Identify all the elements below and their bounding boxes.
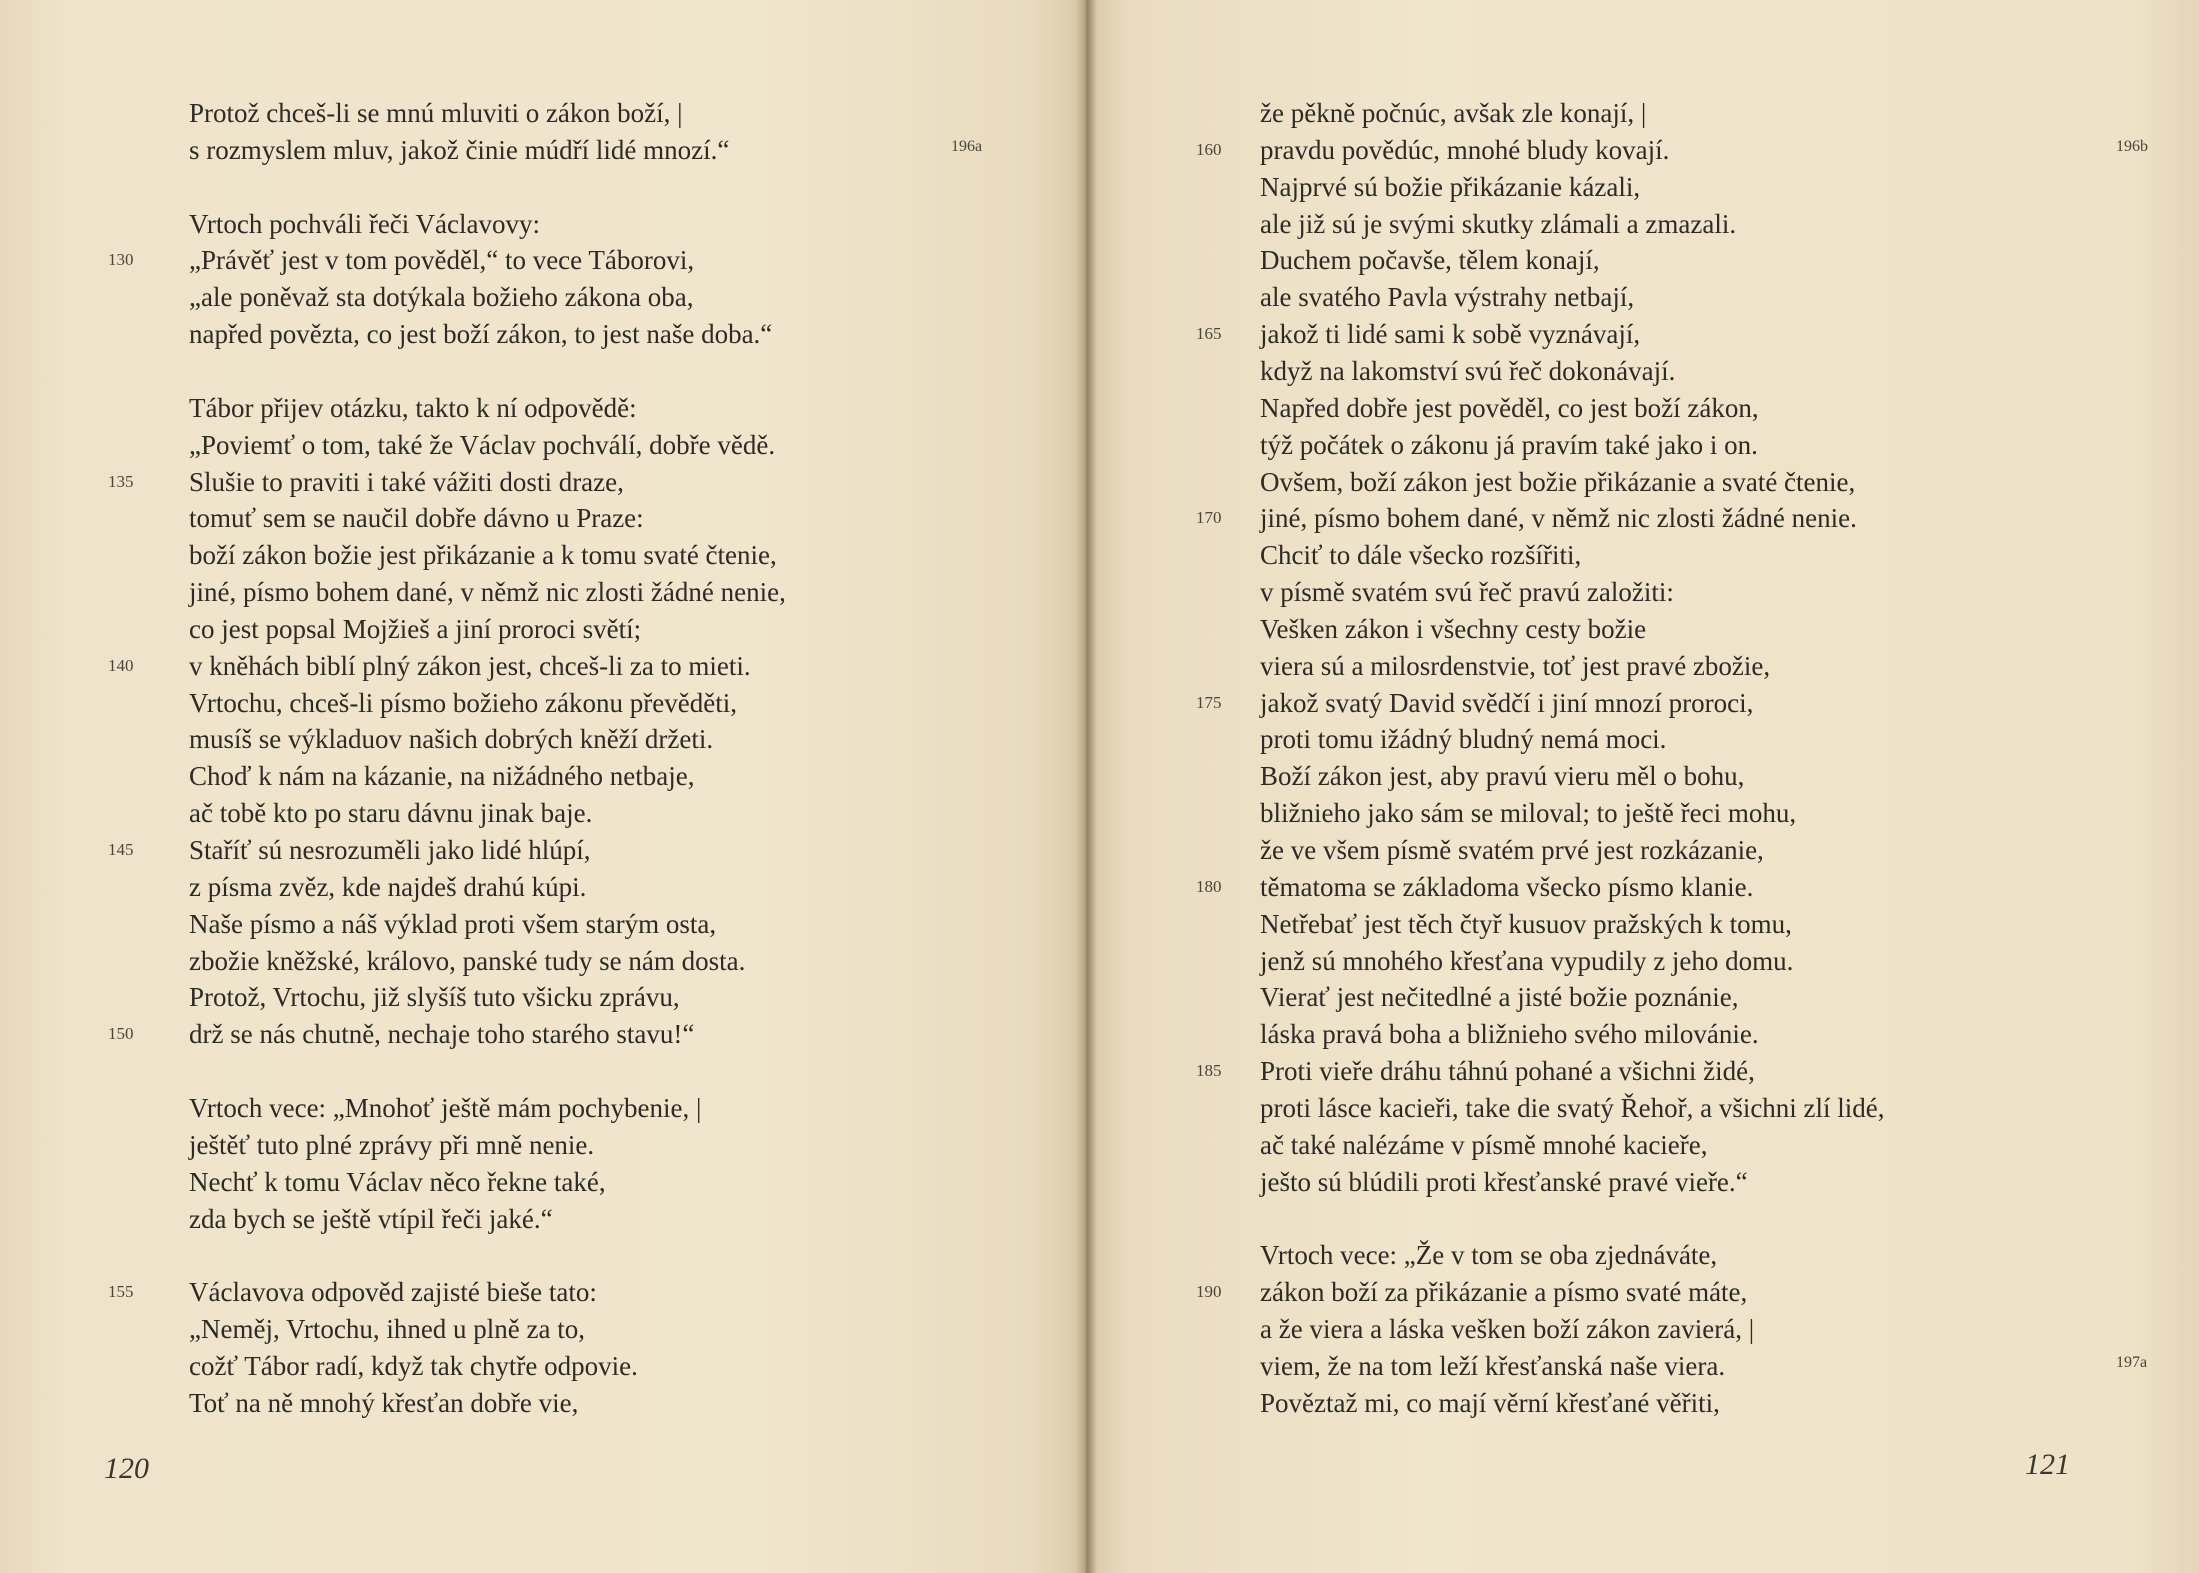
verse-line: jakož ti lidé sami k sobě vyznávají, [1260, 319, 1641, 349]
verse-line: s rozmyslem mluv, jakož činie múdří lidé mnozí.“ [189, 135, 730, 165]
verse-line: boží zákon božie jest přikázanie a k tomu svaté čtenie, [189, 540, 777, 570]
verse-line: zda bych se ještě vtípil řeči jaké.“ [189, 1204, 553, 1234]
line-number: 130 [108, 250, 134, 269]
verse-line: Ovšem, boží zákon jest božie přikázanie a svaté čtenie, [1260, 467, 1856, 497]
left-page [0, 0, 1085, 1573]
verse-line: Netřebať jest těch čtyř kusuov pražských k tomu, [1260, 909, 1792, 939]
verse-line: že pěkně počnúc, avšak zle konají, | [1260, 98, 1647, 128]
verse-line: Naše písmo a náš výklad proti všem starým osta, [189, 909, 717, 939]
folio-marker: 196b [2116, 138, 2148, 155]
verse-line: Protož, Vrtochu, již slyšíš tuto všicku zprávu, [189, 982, 680, 1012]
verse-line: Duchem počavše, tělem konají, [1260, 245, 1600, 275]
verse-line: týž počátek o zákonu já pravím také jako i on. [1260, 430, 1758, 460]
left-page-number: 120 [104, 1452, 149, 1485]
right-page [1085, 0, 2199, 1573]
book-gutter [1075, 0, 1097, 1573]
verse-line: co jest popsal Mojžieš a jiní proroci světí; [189, 614, 642, 644]
line-number: 180 [1196, 877, 1222, 896]
verse-line: ač také nalézáme v písmě mnohé kacieře, [1260, 1130, 1708, 1160]
line-number: 150 [108, 1024, 134, 1043]
verse-line: Vrtochu, chceš-li písmo božieho zákonu převěděti, [189, 688, 737, 718]
verse-line: jiné, písmo bohem dané, v němž nic zlosti žádné nenie, [189, 577, 786, 607]
verse-line: jakož svatý David svědčí i jiní mnozí proroci, [1260, 688, 1754, 718]
verse-line: Nechť k tomu Václav něco řekne také, [189, 1167, 606, 1197]
verse-line: Vešken zákon i všechny cesty božie [1260, 614, 1647, 644]
verse-line: Najprvé sú božie přikázanie kázali, [1260, 172, 1641, 202]
verse-line: Vrtoch vece: „Mnohoť ještě mám pochybenie, | [189, 1093, 702, 1123]
verse-line: „ale poněvaž sta dotýkala božieho zákona oba, [189, 282, 694, 312]
verse-line: Toť na ně mnohý křesťan dobře vie, [189, 1388, 579, 1418]
verse-line: Václavova odpověd zajisté bieše tato: [189, 1277, 597, 1307]
verse-line: pravdu povědúc, mnohé bludy kovají. [1260, 135, 1670, 165]
verse-line: bližnieho jako sám se miloval; to ještě řeci mohu, [1260, 798, 1797, 828]
verse-line: jiné, písmo bohem dané, v němž nic zlosti žádné nenie. [1260, 503, 1857, 533]
verse-line: proti tomu ižádný bludný nemá moci. [1260, 724, 1667, 754]
line-number: 165 [1196, 324, 1222, 343]
verse-line: proti lásce kacieři, take die svatý Řehoř, a všichni zlí lidé, [1260, 1093, 1885, 1123]
verse-line: Vrtoch pochváli řeči Václavovy: [189, 209, 540, 239]
folio-marker: 197a [2116, 1354, 2148, 1371]
verse-line: Proti vieře dráhu táhnú pohané a všichni židé, [1260, 1056, 1755, 1086]
verse-line: „Právěť jest v tom pověděl,“ to vece Táborovi, [189, 245, 695, 275]
verse-line: ješto sú blúdili proti křesťanské pravé vieře.“ [1260, 1167, 1748, 1197]
verse-line: když na lakomství svú řeč dokonávají. [1260, 356, 1676, 386]
line-number: 170 [1196, 508, 1222, 527]
verse-line: zákon boží za přikázanie a písmo svaté máte, [1260, 1277, 1748, 1307]
verse-line: musíš se výkladuov našich dobrých kněží držeti. [189, 724, 714, 754]
verse-line: drž se nás chutně, nechaje toho starého stavu!“ [189, 1019, 695, 1049]
verse-line: „Neměj, Vrtochu, ihned u plně za to, [189, 1314, 586, 1344]
verse-line: v písmě svatém svú řeč pravú založiti: [1260, 577, 1674, 607]
verse-line: Vrtoch vece: „Že v tom se oba zjednáváte, [1260, 1240, 1718, 1270]
verse-line: Boží zákon jest, aby pravú vieru měl o bohu, [1260, 761, 1745, 791]
line-number: 135 [108, 472, 134, 491]
verse-line: viera sú a milosrdenstvie, toť jest pravé zbožie, [1260, 651, 1771, 681]
verse-line: Chciť to dále všecko rozšířiti, [1260, 540, 1582, 570]
verse-line: Slušie to praviti i také vážiti dosti draze, [189, 467, 624, 497]
verse-line: Staříť sú nesrozuměli jako lidé hlúpí, [189, 835, 591, 865]
verse-line: Choď k nám na kázanie, na nižádného netbaje, [189, 761, 695, 791]
verse-line: v kněhách biblí plný zákon jest, chceš-li za to mieti. [189, 651, 751, 681]
verse-line: ač tobě kto po staru dávnu jinak baje. [189, 798, 593, 828]
verse-line: ještěť tuto plné zprávy při mně nenie. [189, 1130, 595, 1160]
verse-line: ale svatého Pavla výstrahy netbají, [1260, 282, 1635, 312]
verse-line: Vierať jest nečitedlné a jisté božie poznánie, [1260, 982, 1739, 1012]
line-number: 160 [1196, 140, 1222, 159]
line-number: 185 [1196, 1061, 1222, 1080]
line-number: 140 [108, 656, 134, 675]
verse-line: že ve všem písmě svatém prvé jest rozkázanie, [1260, 835, 1764, 865]
line-number: 145 [108, 840, 134, 859]
verse-line: cožť Tábor radí, když tak chytře odpovie. [189, 1351, 638, 1381]
verse-line: Pověztaž mi, co mají věrní křesťané věřiti, [1260, 1388, 1720, 1418]
verse-line: Protož chceš-li se mnú mluviti o zákon boží, | [189, 98, 683, 128]
verse-line: zbožie kněžské, královo, panské tudy se nám dosta. [189, 946, 746, 976]
verse-line: jenž sú mnohého křesťana vypudily z jeho domu. [1260, 946, 1794, 976]
verse-line: ale již sú je svými skutky zlámali a zmazali. [1260, 209, 1737, 239]
verse-line: „Poviemť o tom, také že Václav pochválí, dobře vědě. [189, 430, 776, 460]
line-number: 190 [1196, 1282, 1222, 1301]
verse-line: napřed povězta, co jest boží zákon, to jest naše doba.“ [189, 319, 773, 349]
line-number: 175 [1196, 693, 1222, 712]
verse-line: těmatoma se základoma všecko písmo klanie. [1260, 872, 1754, 902]
verse-line: tomuť sem se naučil dobře dávno u Praze: [189, 503, 644, 533]
right-page-number: 121 [2025, 1448, 2070, 1481]
verse-line: viem, že na tom leží křesťanská naše viera. [1260, 1351, 1726, 1381]
verse-line: Tábor přijev otázku, takto k ní odpovědě: [189, 393, 637, 423]
verse-line: láska pravá boha a bližnieho svého milovánie. [1260, 1019, 1759, 1049]
verse-line: a že viera a láska vešken boží zákon zavierá, | [1260, 1314, 1755, 1344]
folio-marker: 196a [951, 138, 983, 155]
verse-line: Napřed dobře jest pověděl, co jest boží zákon, [1260, 393, 1759, 423]
line-number: 155 [108, 1282, 134, 1301]
verse-line: z písma zvěz, kde najdeš drahú kúpi. [189, 872, 587, 902]
